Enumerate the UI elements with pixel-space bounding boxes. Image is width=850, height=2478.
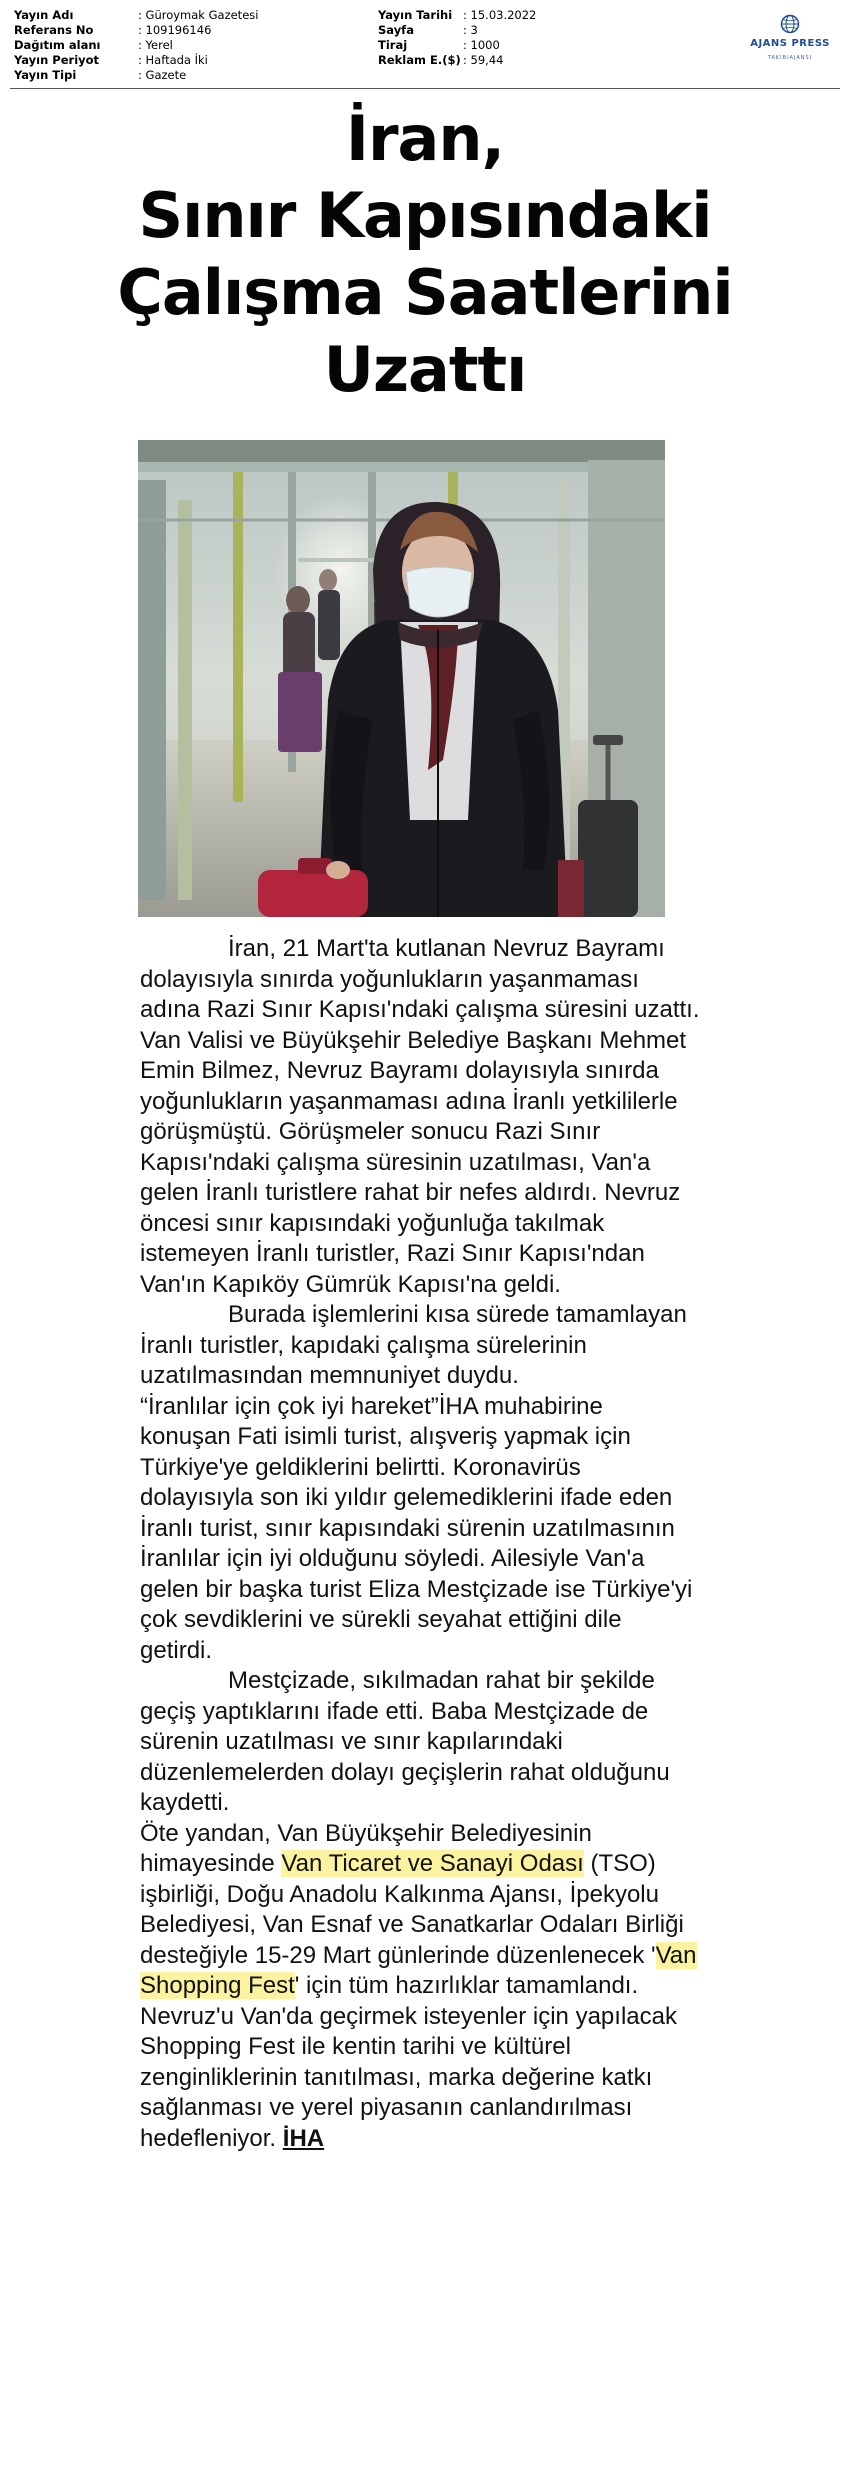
article-text: (TSO) işbirliği, Doğu Anadolu Kalkınma Ajansı, İpekyolu Belediyesi, Van Esnaf ve Sanatkarlar Odaları Birliği desteğiyle 15-29 Mart günlerinde düzenlenecek '	[140, 1850, 684, 1969]
article-headline	[90, 100, 760, 408]
meta-row-publication-type	[14, 68, 258, 83]
metadata-right-column	[378, 8, 536, 68]
highlighted-keyword: Van Shopping Fest	[140, 1941, 697, 1999]
meta-row-publication-name	[14, 8, 258, 23]
article-paragraph: Burada işlemlerini kısa sürede tamamlayan İranlı turistler, kapıdaki çalışma sürelerinin uzatılmasından memnuniyet duydu.	[140, 1301, 687, 1389]
meta-label: Referans No	[14, 23, 94, 37]
meta-value: : 15.03.2022	[463, 8, 537, 22]
meta-row-page	[378, 23, 536, 38]
meta-label: Yayın Tipi	[14, 68, 77, 82]
article-paragraph: İran, 21 Mart'ta kutlanan Nevruz Bayramı dolayısıyla sınırda yoğunlukların yaşanmaması adına Razi Sınır Kapısı'ndaki çalışma süresini uzattı.	[140, 935, 700, 1023]
highlighted-keyword: Van Ticaret ve Sanayi Odası	[281, 1850, 584, 1877]
meta-label: Yayın Periyot	[14, 53, 100, 67]
article-paragraph	[140, 1819, 700, 2155]
meta-value: : Yerel	[138, 38, 173, 52]
header-divider	[10, 88, 840, 89]
metadata-left-column	[14, 8, 258, 83]
article-text: Öte yandan, Van Büyükşehir Belediyesinin himayesinde	[140, 1819, 592, 1877]
meta-value: : 3	[463, 23, 478, 37]
meta-label: Yayın Adı	[14, 8, 74, 22]
headline-line: İran,	[345, 102, 505, 175]
ajans-press-logo	[740, 14, 840, 66]
meta-row-reference-no	[14, 23, 258, 38]
headline-line: Çalışma Saatlerini	[117, 256, 733, 329]
meta-row-distribution-area	[14, 38, 258, 53]
headline-line: Sınır Kapısındaki	[138, 179, 712, 252]
ajans-press-globe-icon	[779, 14, 801, 34]
meta-value: : 59,44	[463, 53, 504, 67]
article-paragraph: Van Valisi ve Büyükşehir Belediye Başkanı Mehmet Emin Bilmez, Nevruz Bayramı dolayısıyla sınırda yoğunlukların yaşanmaması adına İranlı yetkililerle görüşmüştü. Görüşmeler sonucu Razi Sınır Kapısı'ndaki çalışma süresinin uzatılması, Van'a gelen İranlı turistlere rahat bir nefes aldırdı. Nevruz öncesi sınır kapısındaki yoğunluğa takılmak istemeyen İranlı turistler, Razi Sınır Kapısı'ndan Van'ın Kapıköy Gümrük Kapısı'na geldi.	[140, 1026, 687, 1298]
headline-line: Uzattı	[323, 333, 527, 406]
article-text: ' için tüm hazırlıklar tamamlandı. Nevruz'u Van'da geçirmek isteyenler için yapılacak Shopping Fest ile kentin tarihi ve kültürel zenginliklerinin tanıtılması, marka değerine katkı sağlanması ve yerel piyasanın canlandırılması hedefleniyor.	[140, 1972, 677, 2152]
meta-label: Tiraj	[378, 38, 408, 52]
woman-with-suitcase-photo	[138, 440, 665, 917]
article-photo	[138, 440, 665, 917]
meta-value: : 109196146	[138, 23, 212, 37]
logo-tagline: TAKIBIAJANSI	[767, 55, 813, 61]
meta-label: Dağıtım alanı	[14, 38, 101, 52]
meta-label: Reklam E.($)	[378, 53, 461, 67]
meta-row-publication-period	[14, 53, 258, 68]
meta-row-ad-equivalent	[378, 53, 536, 68]
meta-value: : Güroymak Gazetesi	[138, 8, 259, 22]
article-paragraph: Mestçizade, sıkılmadan rahat bir şekilde geçiş yaptıklarını ifade etti. Baba Mestçizade de sürenin uzatılması ve sınır kapılarındaki düzenlemelerden dolayı geçişlerin rahat olduğunu kaydetti.	[140, 1667, 670, 1816]
meta-row-publication-date	[378, 8, 536, 23]
logo-name: AJANS PRESS	[750, 38, 830, 49]
article-body	[140, 934, 700, 2154]
meta-label: Sayfa	[378, 23, 414, 37]
article-paragraph: “İranlılar için çok iyi hareket”İHA muhabirine konuşan Fati isimli turist, alışveriş yapmak için Türkiye'ye geldiklerini belirtti. Koronavirüs dolayısıyla son iki yıldır gelemediklerini ifade eden İranlı turist, sınır kapısındaki sürenin uzatılmasının İranlılar için iyi olduğunu söyledi. Ailesiyle Van'a gelen bir başka turist Eliza Mestçizade ise Türkiye'yi çok sevdiklerini ve sürekli seyahat ettiğini dile getirdi.	[140, 1392, 693, 1664]
meta-value: : 1000	[463, 38, 500, 52]
news-source: İHA	[282, 2124, 325, 2152]
clipping-metadata	[14, 8, 840, 90]
meta-value: : Haftada İki	[138, 53, 208, 67]
meta-label: Yayın Tarihi	[378, 8, 453, 22]
meta-row-circulation	[378, 38, 536, 53]
meta-value: : Gazete	[138, 68, 187, 82]
